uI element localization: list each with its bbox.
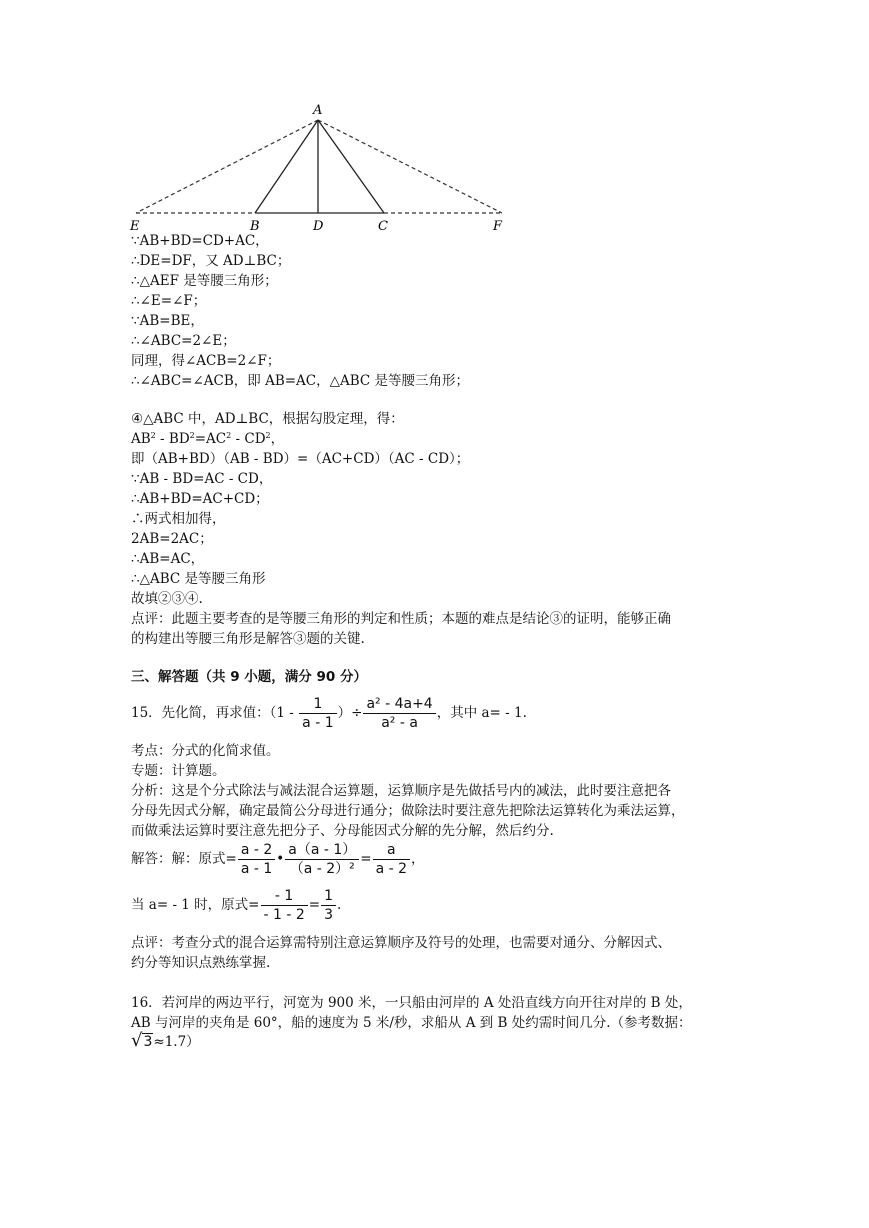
comment-text: 点评：此题主要考查的是等腰三角形的判定和性质；本题的难点是结论③的证明，能够正确 (131, 611, 671, 627)
q15-analysis: 而做乘法运算时要注意先把分子、分母能因式分解的先分解，然后约分. (131, 823, 554, 839)
sqrt-symbol: √3 (131, 1030, 153, 1051)
q15-kaodian: 考点：分式的化简求值。 (131, 743, 280, 759)
q15-analysis: 分母先因式分解，确定最简公分母进行通分；做除法时要注意先把除法运算转化为乘法运算， (131, 803, 685, 819)
segment-ab (255, 120, 318, 213)
label-a: A (313, 103, 323, 118)
proof4-line: ∴AB+BD=AC+CD； (131, 491, 269, 507)
proof3-line: ∴DE=DF，又 AD⊥BC； (131, 253, 291, 269)
fraction: $\frac{1}{a - 1}$ (299, 695, 336, 732)
proof3-line: ∴∠E=∠F； (131, 293, 207, 309)
proof4-intro: ④△ABC 中，AD⊥BC，根据勾股定理，得： (131, 411, 404, 427)
comment-text: 点评：考查分式的混合运算需特别注意运算顺序及符号的处理，也需要对通分、分解因式、 (131, 935, 671, 951)
label-e: E (130, 219, 140, 234)
fraction: $\frac{- 1}{- 1 - 2}$ (261, 887, 308, 924)
comment-text: 约分等知识点熟练掌握. (131, 955, 271, 971)
q15-zhuanti: 专题：计算题。 (131, 763, 226, 779)
fraction: $\frac{\text{a² - 4a+4}}{\text{a² - a}}$ (363, 695, 435, 732)
fraction: $\frac{a - 2}{a - 1}$ (238, 841, 275, 878)
q16-line: 16．若河岸的两边平行，河宽为 900 米，一只船由河岸的 A 处沿直线方向开往对岸的 B 处， (131, 995, 692, 1011)
proof4-equation: $AB^2 - BD^2=AC^2 - CD^2$， (131, 431, 285, 447)
q16-line: √3≈1.7） (131, 1030, 200, 1051)
proof4-line: ∴△ABC 是等腰三角形 (131, 571, 266, 587)
segment-ae (136, 120, 318, 213)
proof3-line: ∵AB=BE， (131, 313, 204, 329)
segment-ac (318, 120, 384, 213)
label-f: F (493, 219, 503, 234)
proof3-line: ∴△AEF 是等腰三角形； (131, 273, 278, 289)
proof3-line: ∴∠ABC=∠ACB，即 AB=AC，△ABC 是等腰三角形； (131, 373, 470, 389)
proof4-line: 即（AB+BD）（AB - BD）=（AC+CD）（AC - CD）； (131, 451, 470, 467)
proof4-line: 故填②③④. (131, 591, 203, 607)
label-c: C (378, 219, 388, 234)
proof3-line: 同理，得∠ACB=2∠F； (131, 353, 281, 369)
proof4-line: ∴AB=AC， (131, 551, 205, 567)
label-b: B (250, 219, 260, 234)
proof4-line: ∵AB - BD=AC - CD， (131, 471, 273, 487)
section-title: 三、解答题（共 9 小题，满分 90 分） (131, 669, 367, 685)
q15-evaluate: 当 a= - 1 时，原式= $\frac{- 1}{- 1 - 2}$ = $\frac{1}{3}$ . (131, 888, 342, 923)
proof3-line: ∴∠ABC=2∠E； (131, 333, 236, 349)
fraction: $\frac{1}{3}$ (321, 887, 336, 924)
segment-af (318, 120, 502, 213)
fraction: $\frac{a}{a - 2}$ (373, 841, 410, 878)
comment-text: 的构建出等腰三角形是解答③题的关键. (131, 631, 365, 647)
proof3-line: ∵AB+BD=CD+AC， (131, 233, 269, 249)
proof4-line: 2AB=2AC； (131, 531, 213, 547)
q15-answer: 解答：解：原式= $\frac{a - 2}{a - 1}$ • $\frac{a(a - 1)}{\text{（a - 2）²}}$ = $\frac{a}{a - 2}$ ， (131, 842, 425, 877)
fraction: $\frac{a(a - 1)}{\text{（a - 2）²}}$ (285, 841, 359, 878)
triangle-figure (128, 100, 512, 235)
label-d: D (313, 219, 324, 234)
q15-analysis: 分析：这是个分式除法与减法混合运算题，运算顺序是先做括号内的减法，此时要注意把各 (131, 783, 671, 799)
proof4-line: ∴两式相加得， (131, 511, 226, 527)
q16-line: AB 与河岸的夹角是 60°，船的速度为 5 米/秒，求船从 A 到 B 处约需时间几分.（参考数据： (131, 1015, 692, 1031)
q15-statement: 15．先化简，再求值：（1 - $\frac{1}{a - 1}$ ）÷ $\frac{\text{a² - 4a+4}}{\text{a² - a}}$ ，其中 a= - 1. (131, 696, 527, 731)
